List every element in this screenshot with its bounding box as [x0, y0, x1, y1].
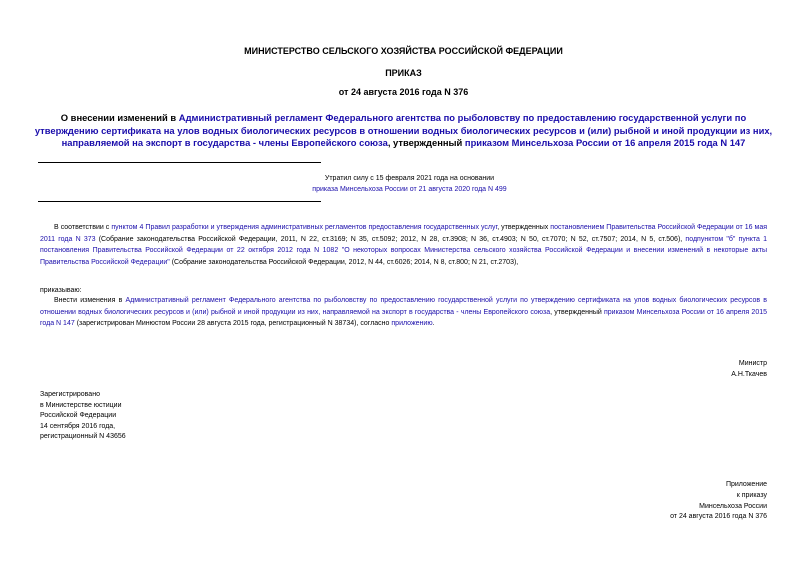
- title-order-link[interactable]: приказом Минсельхоза России от 16 апреля 2015 года N 147: [464, 137, 746, 149]
- appendix-line: Приложение: [725, 481, 767, 488]
- appendix-line: к приказу: [736, 491, 767, 499]
- preamble-text-4: (Собрание законодательства Российской Федерации, 2012, N 44, ст.6026; 2014, N 8, ст.800; N 21, ст.2703),: [169, 259, 519, 267]
- preamble-text-2: , утвержденных: [497, 224, 551, 231]
- registration-line: в Министерстве юстиции: [40, 401, 122, 409]
- order-147-link[interactable]: приказом Минсельхоза России от 16 апреля 2015 года N 147: [40, 308, 767, 328]
- signature-block: [600, 358, 767, 380]
- resolution-1082-link[interactable]: подпунктом "б" пункта 1 постановления Правительства Российской Федерации от 22 октября 2012 года N 1082 "О некоторых вопросах Министерства сельского хозяйства Российской Федерации и внесении изменений в некоторые акты Правительства Российской Федерации": [40, 235, 767, 267]
- divider-bottom: [38, 201, 321, 202]
- order-heading: ПРИКАЗ: [385, 68, 422, 78]
- title-middle: , утвержденный: [387, 137, 465, 149]
- registration-line: 14 сентября 2016 года,: [40, 422, 116, 430]
- preamble-text-3: (Собрание законодательства Российской Федерации, 2011, N 22, ст.3169; N 35, ст.5092; 2012, N 28, ст.3908; N 36, ст.4903; N 50, ст.7070; N 52, ст.7507; 2014, N 5, ст.506),: [95, 235, 686, 243]
- lost-force-link[interactable]: приказа Минсельхоза России от 21 августа 2020 года N 499: [312, 186, 507, 193]
- signature-name: А.Н.Ткачев: [731, 371, 767, 378]
- registration-block: [40, 390, 240, 443]
- lost-force-link-line: [38, 186, 781, 193]
- lost-force-note: Утратил силу с 15 февраля 2021 года на основании: [324, 175, 495, 182]
- appendix-block: [580, 480, 767, 523]
- order-text-3: (зарегистрирован Минюстом России 28 августа 2015 года, регистрационный N 38734), согласно: [74, 320, 392, 328]
- preamble-paragraph: [40, 222, 767, 269]
- registration-line: Зарегистрировано: [40, 391, 100, 398]
- preamble-text-1: В соответствии с: [54, 224, 112, 231]
- divider-top: [38, 162, 321, 163]
- order-text-1: Внести изменения в: [54, 297, 126, 304]
- appendix-link[interactable]: приложению: [391, 320, 433, 328]
- orders-word: приказываю:: [40, 287, 82, 294]
- signature-position: Министр: [738, 360, 767, 367]
- document-title: [34, 112, 773, 150]
- order-date: от 24 августа 2016 года N 376: [338, 87, 469, 97]
- order-text-2: , утвержденный: [550, 308, 604, 316]
- order-paragraph: [40, 295, 767, 330]
- registration-line: регистрационный N 43656: [40, 433, 126, 441]
- registration-line: Российской Федерации: [40, 412, 117, 420]
- order-regulation-link[interactable]: Административный регламент Федерального агентства по рыболовству по предоставлению государственной услуги по утверждению сертификата на улов водных биологических ресурсов в отношении водных биологических ресурсов и (или) рыбной и иной продукции из них, направляемой на экспорт в государства - члены Европейского союза: [40, 297, 767, 316]
- ministry-heading: МИНИСТЕРСТВО СЕЛЬСКОГО ХОЗЯЙСТВА РОССИЙСКОЙ ФЕДЕРАЦИИ: [244, 46, 563, 56]
- order-text-4: .: [432, 320, 435, 328]
- title-regulation-link[interactable]: Административный регламент Федерального агентства по рыболовству по предоставлению государственной услуги по утверждению сертификата на улов водных биологических ресурсов в отношении водных биологических ресурсов и (или) рыбной и иной продукции из них, направляемой на экспорт в государства - члены Европейского союза: [34, 112, 773, 149]
- resolution-373-link[interactable]: постановлением Правительства Российской Федерации от 16 мая 2011 года N 373: [40, 224, 768, 243]
- rules-link[interactable]: пунктом 4 Правил разработки и утверждения административных регламентов предоставления государственных услуг: [111, 224, 498, 231]
- appendix-line: от 24 августа 2016 года N 376: [670, 513, 767, 521]
- appendix-line: Минсельхоза России: [699, 502, 767, 510]
- title-prefix: О внесении изменений в: [60, 112, 179, 123]
